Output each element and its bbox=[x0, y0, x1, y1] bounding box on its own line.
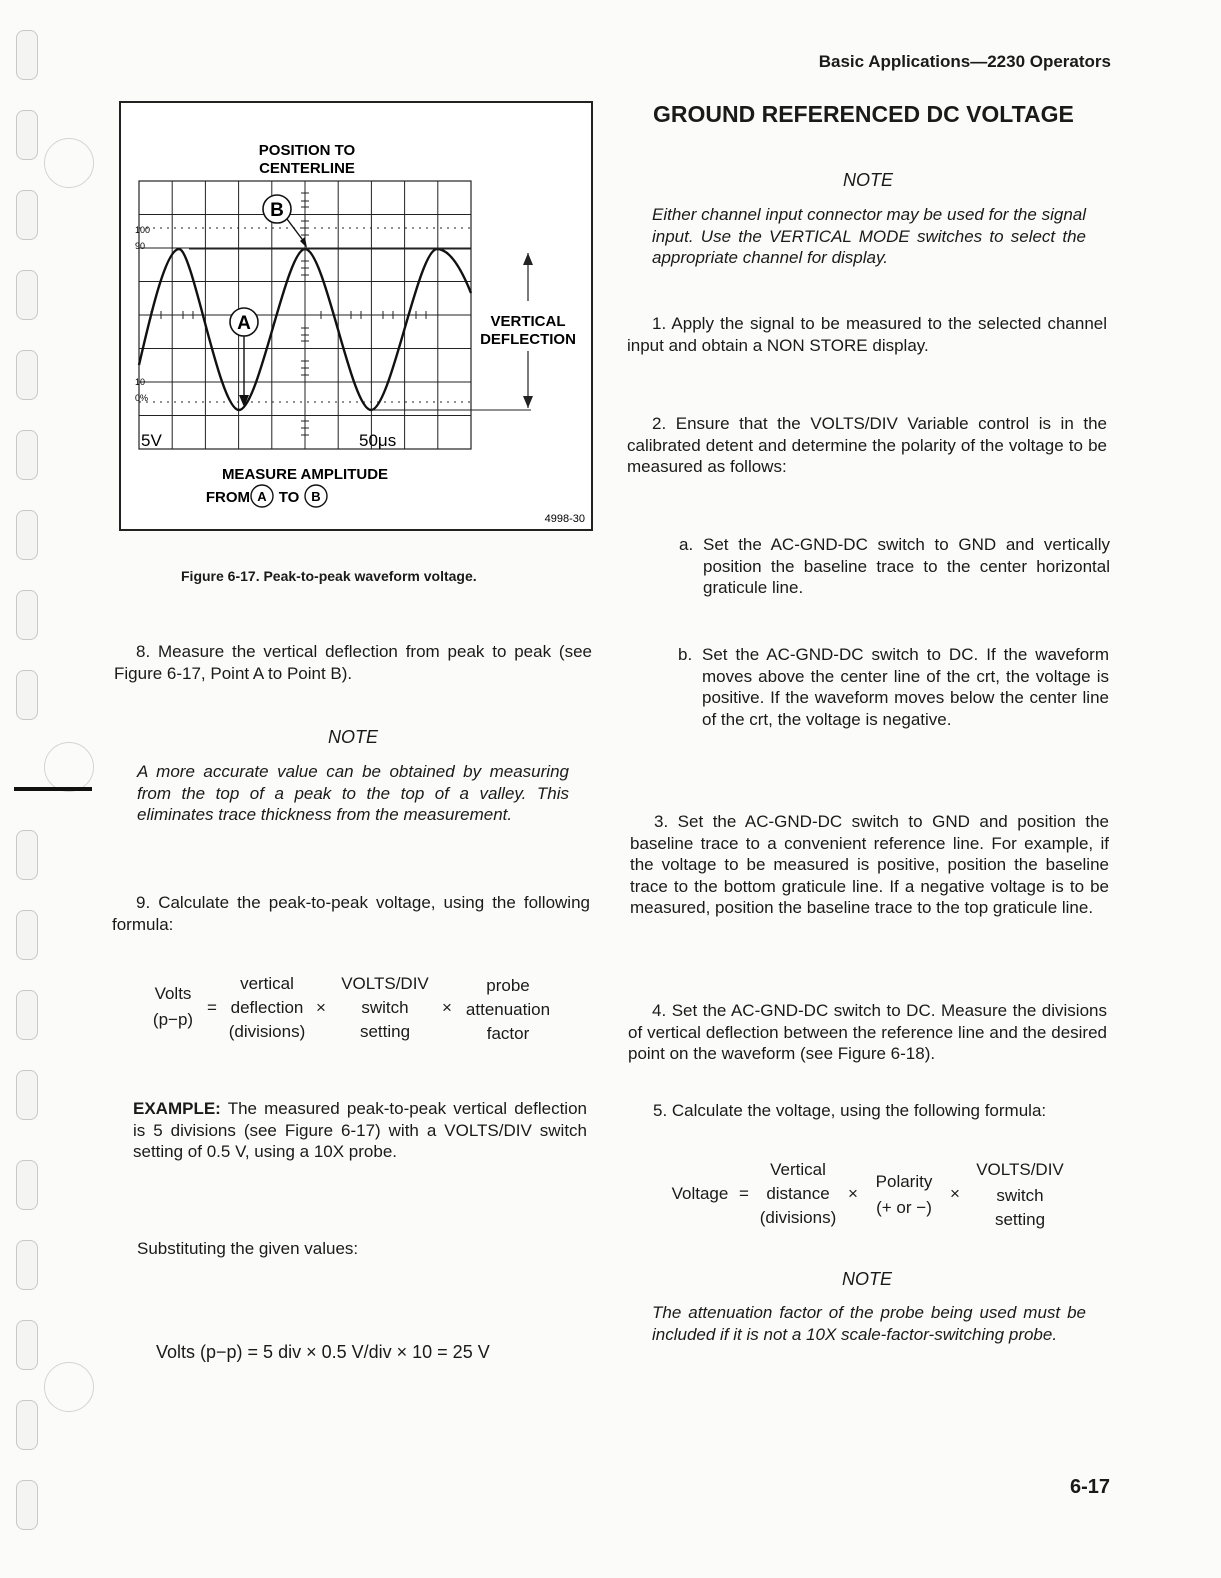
binder-hole bbox=[16, 1160, 38, 1210]
note-heading: NOTE bbox=[327, 727, 378, 747]
measure-label-line1: MEASURE AMPLITUDE bbox=[221, 466, 389, 483]
binder-hole bbox=[16, 1240, 38, 1290]
example-label: EXAMPLE: bbox=[133, 1099, 221, 1118]
binder-hole bbox=[16, 670, 38, 720]
note2-body: The attenuation factor of the probe being used must be included if it is not a 10X scale-factor-switching probe. bbox=[652, 1303, 1086, 1344]
tick-90: 90 bbox=[135, 241, 146, 251]
note1-body: Either channel input connector may be used for the signal input. Use the VERTICAL MODE switches to select the appropriate channel for display. bbox=[652, 205, 1086, 267]
substituting-text: Substituting the given values: bbox=[137, 1239, 359, 1258]
binder-hole bbox=[16, 1480, 38, 1530]
measure-from: FROM bbox=[205, 489, 250, 506]
formula-c3-1: probe bbox=[486, 976, 530, 995]
formula2-c3-1: VOLTS/DIV bbox=[976, 1160, 1064, 1179]
waveform-diagram bbox=[121, 103, 591, 529]
formula-c2-2: switch bbox=[361, 998, 409, 1017]
scale-time: 50μs bbox=[359, 431, 397, 450]
binder-hole bbox=[16, 190, 38, 240]
binder-hole bbox=[16, 910, 38, 960]
position-label-line1: POSITION TO bbox=[258, 142, 356, 159]
formula2-lhs: Voltage bbox=[671, 1184, 729, 1203]
arrowhead-up bbox=[523, 253, 533, 265]
tick-10: 10 bbox=[135, 377, 146, 387]
tick-100: 100 bbox=[135, 225, 151, 235]
formula-equals: = bbox=[207, 998, 217, 1017]
note2-heading: NOTE bbox=[841, 1269, 892, 1289]
formula2-c1-1: Vertical bbox=[770, 1160, 826, 1179]
scale-volts: 5V bbox=[141, 431, 162, 450]
step-2b-label: b. bbox=[678, 645, 693, 664]
formula2-c2-1: Polarity bbox=[875, 1172, 933, 1191]
vertical-label-line1: VERTICAL bbox=[490, 313, 566, 330]
binder-hole bbox=[16, 1320, 38, 1370]
binder-hole bbox=[16, 30, 38, 80]
step-3: 3. Set the AC-GND-DC switch to GND and position the baseline trace to a convenient reference line. For example, if the voltage to be measured is positive, position the baseline trace to the bottom graticule line. If a negative voltage is to be measured, position the baseline trace to the top graticule line. bbox=[630, 812, 1109, 917]
point-b-label: B bbox=[270, 200, 284, 221]
formula2-equals: = bbox=[739, 1184, 749, 1203]
formula2-c2-2: (+ or −) bbox=[876, 1198, 932, 1217]
section-title: GROUND REFERENCED DC VOLTAGE bbox=[653, 101, 1074, 127]
example-text: The measured peak-to-peak vertical deflection is 5 divisions (see Figure 6-17) with a VOLTS/DIV switch setting of 0.5 V, using a 10X probe. bbox=[133, 1099, 587, 1161]
center-ticks bbox=[151, 193, 426, 435]
formula-c1-3: (divisions) bbox=[228, 1022, 306, 1041]
formula-c3-2: attenuation bbox=[465, 1000, 551, 1019]
step-9: 9. Calculate the peak-to-peak voltage, using the following formula: bbox=[112, 893, 590, 934]
figure-6-17 bbox=[119, 101, 593, 531]
formula-lhs-1: Volts bbox=[154, 984, 192, 1003]
note1-heading: NOTE bbox=[842, 170, 893, 190]
step-2: 2. Ensure that the VOLTS/DIV Variable control is in the calibrated detent and determine the polarity of the voltage to be measured as follows: bbox=[627, 414, 1107, 476]
figure-caption: Figure 6-17. Peak-to-peak waveform voltage. bbox=[181, 568, 477, 584]
formula2-times-2: × bbox=[950, 1184, 960, 1203]
formula-c2-1: VOLTS/DIV bbox=[341, 974, 429, 993]
punch-hole-ring bbox=[44, 138, 94, 188]
running-header: Basic Applications—2230 Operators bbox=[818, 52, 1111, 71]
from-a-label: A bbox=[257, 489, 267, 504]
formula2-c3-2: switch bbox=[996, 1186, 1044, 1205]
formula-c1-2: deflection bbox=[230, 998, 304, 1017]
step-5: 5. Calculate the voltage, using the following formula: bbox=[653, 1101, 1047, 1120]
step-2a-label: a. bbox=[679, 535, 694, 554]
binder-hole bbox=[16, 270, 38, 320]
binder-hole bbox=[16, 350, 38, 400]
figure-id: 4998-30 bbox=[544, 513, 585, 525]
formula-voltage bbox=[660, 1158, 1090, 1238]
point-a-label: A bbox=[237, 313, 251, 334]
formula2-times-1: × bbox=[848, 1184, 858, 1203]
formula2-c3-3: setting bbox=[994, 1210, 1046, 1229]
example-paragraph bbox=[133, 1098, 587, 1163]
formula-lhs-2: (p−p) bbox=[152, 1010, 194, 1029]
formula-c1-1: vertical bbox=[240, 974, 294, 993]
formula-times-1: × bbox=[316, 998, 326, 1017]
formula-c2-3: setting bbox=[359, 1022, 411, 1041]
to-b-label: B bbox=[311, 489, 321, 504]
tab-marker bbox=[14, 787, 92, 791]
step-2a: Set the AC-GND-DC switch to GND and vertically position the baseline trace to the center horizontal graticule line. bbox=[703, 535, 1110, 597]
binder-hole bbox=[16, 430, 38, 480]
binder-hole bbox=[16, 990, 38, 1040]
binder-hole bbox=[16, 1070, 38, 1120]
binder-hole bbox=[16, 1400, 38, 1450]
note-body: A more accurate value can be obtained by measuring from the top of a peak to the top of a valley. This eliminates trace thickness from the measurement. bbox=[137, 762, 569, 824]
position-label-line2: CENTERLINE bbox=[259, 160, 355, 177]
step-8: 8. Measure the vertical deflection from peak to peak (see Figure 6-17, Point A to Point B). bbox=[114, 642, 592, 683]
page-number: 6-17 bbox=[1070, 1476, 1111, 1498]
step-1: 1. Apply the signal to be measured to the selected channel input and obtain a NON STORE display. bbox=[627, 314, 1107, 355]
binder-hole bbox=[16, 110, 38, 160]
formula2-c1-2: distance bbox=[766, 1184, 830, 1203]
measure-to: TO bbox=[278, 489, 300, 506]
tick-0: 0% bbox=[135, 393, 149, 403]
formula-times-2: × bbox=[442, 998, 452, 1017]
arrowhead-down bbox=[523, 396, 533, 408]
punch-hole-ring bbox=[44, 1362, 94, 1412]
binder-hole bbox=[16, 590, 38, 640]
formula2-c1-3: (divisions) bbox=[759, 1208, 837, 1227]
step-4: 4. Set the AC-GND-DC switch to DC. Measure the divisions of vertical deflection between the reference line and the desired point on the waveform (see Figure 6-18). bbox=[628, 1001, 1107, 1063]
formula-c3-3: factor bbox=[486, 1024, 530, 1043]
result-equation: Volts (p−p) = 5 div × 0.5 V/div × 10 = 25 V bbox=[156, 1342, 490, 1362]
punch-hole-ring bbox=[44, 742, 94, 792]
step-2b: Set the AC-GND-DC switch to DC. If the waveform moves above the center line of the crt, the voltage is positive. If the waveform moves below the center line of the crt, the voltage is negative. bbox=[702, 645, 1109, 729]
binder-hole bbox=[16, 830, 38, 880]
vertical-label-line2: DEFLECTION bbox=[480, 331, 576, 348]
binder-hole bbox=[16, 510, 38, 560]
formula-volts-pp bbox=[130, 970, 590, 1050]
